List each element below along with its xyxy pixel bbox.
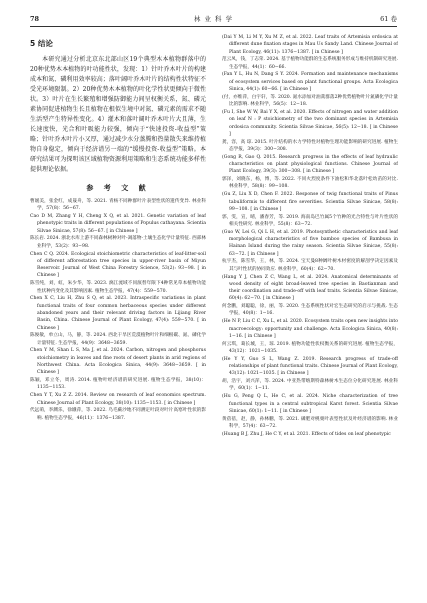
reference-entry: 胡，浩宇，刘兴萍，等. 2024. 中亚热带喀斯特森林树木生态位分化研究进展. 林业科学，60(1)：1−11.	[222, 379, 398, 392]
reference-entry: (He N P, Liu C C, Xu L, et al. 2020. Ecosystem traits open new insights into macroecology: opportunity and challenge. Acta Ecologica Sinica, 40(8): 1−16. [ in Chinese ]	[222, 319, 398, 339]
reference-entry: (付，亦维萍，白宇轩，等. 2020. 氮水添加对油蒿群落2种优势植物叶片氮磷化学计量比的影响. 林业科学，56(5)：12−18.	[222, 94, 398, 108]
reference-entry: 陈颖，邓立冬，周涛. 2014. 植物叶经济谱的研究进展. 植物生态学报，38(10)：1135−1153.	[30, 378, 206, 391]
reference-entry: 郭，雯，宣，晴，潘春芳，等. 2019. 海南岛巴竹属5个竹种的光合特性与叶片性状的相关性研究. 林业科学，55(8)：63−72.	[222, 214, 398, 227]
reference-entry: (Guo W, Lei G, Qi L H, et al. 2019. Photosynthetic characteristics and leaf morphological characteristics of five bamboo species of Bambusa in Hainan Island during the rainy season. Scientia Silvae Sinicae, 55(8): 63−72. [ in Chinese ]	[222, 229, 398, 257]
left-column	[30, 34, 206, 590]
reference-entry: (Dai Y M, Li M Y, Xu M Z, et al. 2022. Leaf traits of Artemisia ordosica at different dune fixation stages in Mau Us Sandy Land. Chinese Journal of Plant Ecology, 46(11): 1376−1387. [ in Chinese ]	[222, 35, 398, 55]
references-list-left	[30, 198, 206, 422]
reference-entry: (Hang Y J, Chen Z C, Wang L, et al. 2024. Anatomical determinants of wood density of eight broad-leaved tree species in Baotianman and their coordination and trade-off with leaf traits. Scientia Silvae Sinicae, 60(4): 62−70. [ in Chinese ]	[222, 274, 398, 302]
reference-entry: 陈长岩. 2024. 浙北水库上游不同森林树种对叶-凋落物-土壤生态化学计量特征. 西部林业科学，53(2)：93−98.	[30, 236, 206, 249]
references-list-right	[222, 34, 398, 438]
page-header	[30, 14, 397, 27]
reference-entry: 何念鹏，刘聪聪，徐，丽，等. 2020. 生态系统性状对宏生态研究的启示与挑战. 生态学报，40(8)：1−16.	[222, 304, 398, 317]
reference-entry: 黄蓓蓓，赵，静，孙林鹏，等. 2021. 磷肥对桃栗叶表型性状及叶经济谱的影响. 林业科学，57(4)：63−72.	[222, 416, 398, 429]
reference-entry: (Gu Z, Liu X D, Chen F. 2022. Response of twig functional traits of Pinus tabuliformis to different fire severities. Scientia Silvae Sinicae, 58(8): 99−108. [ in Chinese ]	[222, 192, 398, 212]
reference-entry: 范云凤，钱，丁志荣. 2024. 基于植物功能群的生态系统服务形成与维持机制研究进展. 生态学报，44(1)：60−66.	[222, 57, 398, 70]
reference-entry: Chen X C, Liu H, Zhu S Q, et al. 2023. Intraspecific variations in plant functional traits of four common herbaceous species under different abandoned years and their relevant driving factors in Lijiang River Basin, China. Chinese Journal of Plant Ecology, 47(4): 559−570. [ in Chinese ]	[30, 296, 206, 331]
reference-entry: 代远萌，李渊乐，徐娥萍，等. 2022. 乌毛蕨沙地不同测定叶段对叶片高寒叶性状的影响. 植物生态学报，46(11)：1376−1387.	[30, 408, 206, 421]
reference-entry: 郭泽，刘晓东，杨，博，等. 2022. 不同火烈度条件下油松和华北落叶松幼苗的对比. 林业科学，58(8)：99−108.	[222, 177, 398, 190]
reference-entry: Chen Y M, Shan L S, Ma J, et al. 2024. Carbon, nitrogen and phosphorus stoichiometry in leaves and fine roots of desert plants in arid regions of Northwest China. Acta Ecologica Sinica, 44(9): 3648−3659. [ in Chinese ]	[30, 348, 206, 376]
reference-entry: 龚，容，高 琼. 2015. 叶片结构的水力学特性对植物生理功能影响的研究进展. 植物生态学报，39(3)：300−308.	[222, 139, 398, 152]
reference-entry: (He Y Y, Guo S L, Wang Z. 2019. Research progress of trade-off relationships of plant functional traits. Chinese Journal of Plant Ecology, 43(12): 1021−1035. [ in Chinese ]	[222, 356, 398, 377]
reference-entry: 何云琪，葛长城，王，琼. 2019. 植物功能性状权衡关系的研究进展. 植物生态学报，43(12)：1021−1035.	[222, 341, 398, 354]
reference-entry: (Hu G, Peng Q L, He C, et al. 2024. Niche characterization of tree functional types in a central subtropical Karst forest. Scientia Silvae Sinicae, 60(1): 1−11. [ in Chinese ]	[222, 394, 398, 414]
reference-entry: (Huang B J, Zhu J, He C Y, et al. 2021. Effects of tides on leaf phenotypic	[222, 431, 391, 437]
reference-entry: (Gong R, Gao Q. 2015. Research progress in the effects of leaf hydraulic characteristics on plant physiological functions. Chinese Journal of Plant Ecology, 39(3): 300−308. [ in Chinese ]	[222, 154, 398, 175]
conclusion-text: 本研究通过分析北京东北部山区19个典型木本植物群落中的20种优势木本植物的叶功能性状，发现：1）针叶乔木叶片的构建成本和氮、磷利用效率较高；落叶阔叶乔木叶片的结构性状特征不受光环境限制。2）20种优势木本植物的叶化学性状更倾向于微性状。3）叶片在生长繁殖和增强防御能力间呈权衡关系，氮、磷元素协同促进植物生长且植物在根似生境中对氮、磷元素的需求不随生活型产生特异性变化。4）灌木和落叶阔叶乔木叶片大且薄，生长速度快，光合和叶吸能力较强，倾向于“快速投资-收益型”策略；针叶乔木叶片小又厚，通过减少水分蒸腾和热量散失来维持植物自身稳定，倾向于经济谱另一端的“缓慢投资-收益型”策略。本研究结果可为探明该区域植物资源利用策略和生态系统功能多样性提供理论依据。	[30, 56, 206, 173]
reference-entry: 陈雪纯，刘，虹，朱少华，等. 2023. 漓江流域不同演替年限下4种常见草本植物功能性状种内变化及其影响因素. 植物生态学报，47(4)：559−570.	[30, 281, 206, 294]
right-column	[222, 34, 398, 590]
volume-label: 61 卷	[380, 15, 397, 23]
reference-entry: Chen Y T, Xu Z Z. 2014. Review on research of leaf economics spectrum. Chinese Journal of Plant Ecology, 38(10): 1135−1153. [ in Chinese ]	[30, 393, 206, 406]
reference-entry: (Fan Y L, Hu N, Dang S Y. 2024. Formation and maintenance mechanisms of ecosystem services based on plant functional groups. Acta Ecologica Sinica, 44(1): 60−66. [ in Chinese ]	[222, 72, 398, 93]
conclusion-title: 5 结论	[30, 39, 53, 48]
reference-entry: Cao D M, Zhang Y H, Cheng X Q, et al. 2021. Genetic variation of leaf phenotypic traits in different populations of Populus cathayana. Scientia Silvae Sinicae, 57(8): 56−67. [ in Chinese ]	[30, 214, 206, 234]
reference-entry: 陈俊敏，单立山，马，静，等. 2024. 西北干旱区荒漠植物叶片和细根碳、氮、磷化学计量特征. 生态学报，44(9)：3648−3659.	[30, 333, 206, 346]
references-title: 参 考 文 献	[86, 184, 150, 192]
reference-entry: (Fu I, She W W, Bai Y X, et al. 2020. Effects of nitrogen and water addition on leaf N : P stoichiometry of the two dominant species in Artemisia ordosica community. Scientia Silvae Sinicae, 56(5): 12−18. [ in Chinese ]	[222, 109, 398, 137]
journal-name: 林 业 科 学	[193, 15, 234, 23]
reference-entry: 曹媛美，张金红，成晟舟，等. 2021. 青杨不同种群叶片表型性状的遗传变异. 林业科学，57(8)：56−67.	[30, 199, 206, 212]
reference-entry: 杭宇杰，陈雪华，王，林，等. 2024. 宝天曼8种阔叶树木材密度的解剖学决定因素及其与叶性状的协同效应. 林业科学，60(4)：62−70.	[222, 259, 398, 272]
reference-entry: Chen C Q. 2024. Ecological stoichiometric characteristics of leaf-litter-soil of different afforestation tree species in upper-river basin of Miyun Reservoir. Journal of West China Forestry Science, 53(2): 93−98. [ in Chinese ]	[30, 251, 206, 279]
page-number: 78	[30, 15, 40, 23]
